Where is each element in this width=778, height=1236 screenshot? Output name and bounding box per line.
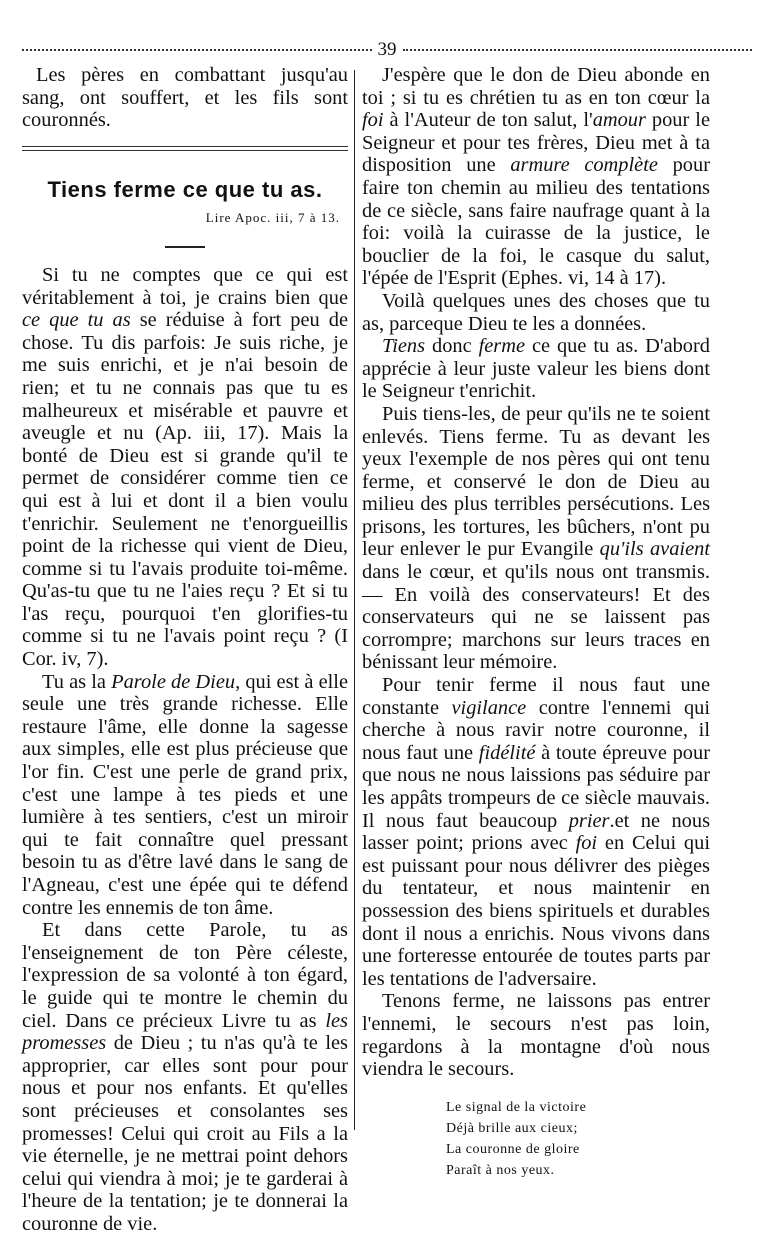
right-column — [362, 64, 710, 1181]
left-paragraph-2: Tu as la Parole de Dieu, qui est à elle seule une très grande richesse. Elle restaure l'âme, elle donne la sagesse aux simples, elle est plus précieuse que l'or fin. C'est une perle de grand prix, c'est une lampe à tes pieds et une lumière à tes sentiers, c'est un miroir qui te fait connaître quel pressant besoin tu as d'être lavé dans le sang de l'Agneau, c'est une épée qui te défend contre les ennemis de ton âme. — [22, 670, 348, 919]
header-rule-left — [22, 49, 372, 57]
right-paragraph-3: Tiens donc ferme ce que tu as. D'abord apprécie à leur juste valeur les biens dont le Seigneur t'enrichit. — [362, 335, 710, 403]
column-divider — [354, 70, 355, 1130]
section-divider — [22, 146, 348, 151]
page-header — [22, 40, 752, 60]
right-paragraph-6: Tenons ferme, ne laissons pas entrer l'ennemi, le secours n'est pas loin, regardons à la montagne d'où nous viendra le secours. — [362, 990, 710, 1081]
intro-paragraph: Les pères en combattant jusqu'au sang, ont souffert, et les fils sont couronnés. — [22, 64, 348, 132]
right-paragraph-5: Pour tenir ferme il nous faut une constante vigilance contre l'ennemi qui cherche à nous ravir notre couronne, il nous faut une fidélité à toute épreuve pour que nous ne nous laissions pas séduire par les appâts trompeurs de ce siècle mauvais. Il nous faut beaucoup prier.et ne nous lasser point; prions avec foi en Celui qui est puissant pour nous délivrer des pièges du tentateur, et nous maintenir en possession des biens spirituels et durables dont il nous a enrichis. Nous vivons dans une forteresse entourée de toutes parts par les tentations de l'adversaire. — [362, 674, 710, 990]
poem-line: Déjà brille aux cieux; — [446, 1120, 578, 1136]
poem-line: Paraît à nos yeux. — [446, 1162, 555, 1178]
right-paragraph-4: Puis tiens-les, de peur qu'ils ne te soient enlevés. Tiens ferme. Tu as devant les yeux l'exemple de nos pères qui ont tenu ferme, et conservé le don de Dieu au milieu des plus terribles persécutions. Les prisons, les tortures, les bûchers, n'ont pu leur enlever le pur Evangile qu'ils avaient dans le cœur, et qu'ils nous ont transmis. — En voilà des conservateurs! Et des conservateurs qui ne se laissent pas corrompre; marchons sur leurs traces en bénissant leur mémoire. — [362, 402, 710, 674]
page-number: 39 — [377, 39, 397, 60]
title-dash — [165, 246, 205, 248]
left-paragraph-1: Si tu ne comptes que ce qui est véritablement à toi, je crains bien que ce que tu as se réduise à fort peu de chose. Tu dis parfois: Je suis riche, je me suis enrichi, et je n'ai besoin de rien; et tu ne connais pas que tu es malheureux et misérable et pauvre et aveugle et nu (Ap. iii, 17). Mais la bonté de Dieu est si grande qu'il te permet de considérer comme tien ce qui est à lui et dont il a bien voulu t'enrichir. Seulement ne t'enorgueillis point de la richesse qui vient de Dieu, comme si tu l'avais produite toi-même. Qu'as-tu que tu ne l'aies reçu ? Et si tu l'as reçu, pourquoi t'en glorifies-tu comme si tu ne l'avais point reçu ? (I Cor. iv, 7). — [22, 263, 348, 671]
left-paragraph-3: Et dans cette Parole, tu as l'enseignement de ton Père céleste, l'expression de sa volonté à ton égard, le guide qui te montre le chemin du ciel. Dans ce précieux Livre tu as les promesses de Dieu ; tu n'as qu'à te les approprier, car elles sont pour pour nous et pour nos enfants. Et qu'elles sont précieuses et consolantes ses promesses! Celui qui croit au Fils a la vie éternelle, je ne mettrai point dehors celui qui viendra à moi; je te garderai à l'heure de la tentation; je te donnerai la couronne de vie. — [22, 919, 348, 1235]
poem-line: Le signal de la victoire — [446, 1099, 587, 1115]
article-title: Tiens ferme ce que tu as. — [47, 176, 323, 202]
right-paragraph-2: Voilà quelques unes des choses que tu as, parceque Dieu te les a données. — [362, 289, 710, 335]
scripture-reference: Lire Apoc. iii, 7 à 13. — [205, 210, 340, 226]
closing-poem — [446, 1097, 710, 1181]
left-column — [22, 64, 348, 1236]
right-paragraph-1: J'espère que le don de Dieu abonde en toi ; si tu es chrétien tu as en ton cœur la foi à l'Auteur de ton salut, l'amour pour le Seigneur et pour tes frères, Dieu met à ta disposition une armure complète pour faire ton chemin au milieu des tentations de ce siècle, sans faire naufrage quant à la foi: voilà la cuirasse de la justice, le bouclier de la foi, le casque du salut, l'épée de l'Esprit (Ephes. vi, 14 à 17). — [362, 64, 710, 290]
header-rule-right — [403, 49, 753, 57]
poem-line: La couronne de gloire — [446, 1141, 580, 1157]
